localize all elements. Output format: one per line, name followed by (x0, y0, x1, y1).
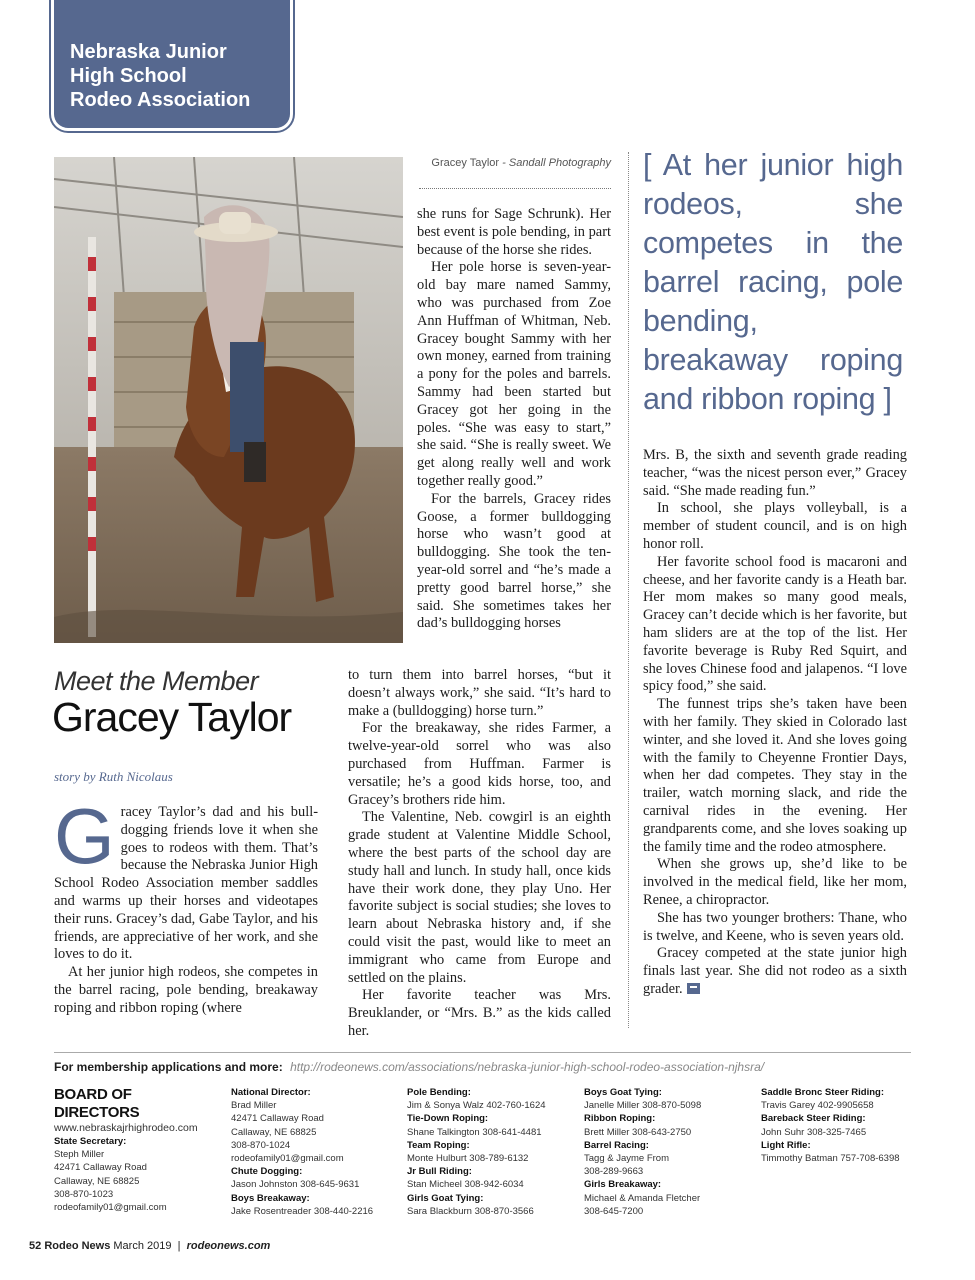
board-line: Jim & Sonya Walz 402-760-1624 (407, 1100, 546, 1112)
article-paragraph: When she grows up, she’d like to be involved in the medical field, like her mom, Renee, a chiropractor. (643, 856, 907, 908)
board-line: Monte Hulburt 308-789-6132 (407, 1153, 529, 1165)
board-line: Jake Rosentreader 308-440-2216 (231, 1205, 374, 1217)
article-column-2-continued (348, 667, 611, 1041)
pull-quote: [ At her junior high rodeos, she competes in the barrel racing, pole bending, breakaway roping and ribbon roping ] (643, 148, 903, 416)
board-line: Jason Johnston 308-645-9631 (231, 1179, 360, 1191)
article-column-1 (54, 792, 318, 1018)
board-role: Chute Dogging: (231, 1166, 303, 1178)
board-line: Michael & Amanda Fletcher (584, 1192, 701, 1204)
page-number: 52 (29, 1240, 42, 1252)
board-line: Callaway, NE 68825 (231, 1126, 317, 1138)
board-secretary-title: State Secretary: (54, 1136, 127, 1147)
article-paragraph: Her favorite school food is macaroni and cheese, and her favorite candy is a Heath bar. Her mom makes so many good meals, Gracey can’t decide which is her favorite, but ham sliders are at the top of the list. Her favorite beverage is Ruby Red Squirt, and she loves Chinese food and jalapenos. “I love spicy food,” she said. (643, 553, 907, 695)
board-column-2 (231, 1086, 401, 1218)
folio-separator: | (174, 1240, 184, 1252)
board-role: Saddle Bronc Steer Riding: (761, 1087, 884, 1098)
section-title: Nebraska Junior High School Rodeo Association (70, 41, 251, 111)
board-role: Ribbon Roping: (584, 1113, 656, 1125)
board-line: 42471 Callaway Road (54, 1162, 147, 1174)
membership-line (54, 1060, 764, 1074)
article-paragraph: For the breakaway, she rides Farmer, a twelve-year-old sorrel who was also purchased from Huffman. Farmer is versatile; he’s a good kids horse, too, and Gracey’s brothers ride him. (348, 720, 611, 808)
article-column-3 (643, 447, 907, 999)
article-paragraph: Her favorite teacher was Mrs. Breuklander, or “Mrs. B.” as the kids called her. (348, 987, 611, 1039)
footer-divider (54, 1052, 911, 1053)
board-role: Boys Breakaway: (231, 1192, 310, 1204)
board-line: Tagg & Jayme From (584, 1153, 669, 1165)
board-column-4 (584, 1086, 754, 1218)
issue-date: March 2019 (113, 1240, 172, 1252)
board-line: rodeofamily01@gmail.com (54, 1202, 167, 1214)
drop-cap: G (54, 792, 115, 880)
article-paragraph: In school, she plays volleyball, is a member of student council, and is on high honor roll. (643, 500, 907, 552)
board-line: 42471 Callaway Road (231, 1113, 324, 1125)
board-role: Pole Bending: (407, 1087, 471, 1098)
article-column-2 (417, 206, 611, 633)
credit-divider (419, 188, 611, 189)
membership-label: For membership applications and more: (54, 1060, 283, 1074)
board-role: Jr Bull Riding: (407, 1166, 472, 1178)
board-role: Tie-Down Roping: (407, 1113, 489, 1125)
article-paragraph: The funnest trips she’s taken have been with her family. They skied in Colorado last winter, and she loved it. And she loves going with the family to Cheyenne Frontier Days, when her dad competes. They stay in the trailer, watch morning slack, and ride the carnival rides in the evening. Her grandparents come, and she loves soaking up the family time and the rodeo atmosphere. (643, 696, 907, 855)
board-line: 308-870-1023 (54, 1188, 114, 1200)
board-column-3 (407, 1086, 577, 1218)
board-line: Travis Garey 402-9905658 (761, 1100, 874, 1112)
board-line: 308-870-1024 (231, 1139, 291, 1151)
photo-credit (419, 157, 611, 169)
column-divider (628, 152, 629, 1028)
article-paragraph: she runs for Sage Schrunk). Her best event is pole bending, in part because of the horse she rides. (417, 206, 611, 258)
board-line: Brad Miller (231, 1100, 277, 1112)
site-link[interactable]: rodeonews.com (186, 1240, 271, 1252)
article-paragraph: The Valentine, Neb. cowgirl is an eighth grade student at Valentine Middle School, where the best parts of the school day are study hall and lunch. In study hall, once kids have their work done, they play Uno. Her favorite subject is social studies; she loves to learn about Nebraska history and, if she could visit the past, would like to meet an immigrant who came from Europe and settled on the plains. (348, 809, 611, 986)
board-role: Bareback Steer Riding: (761, 1113, 866, 1125)
board-line: 308-289-9663 (584, 1166, 644, 1178)
end-mark-icon (687, 983, 700, 994)
board-line: Sara Blackburn 308-870-3566 (407, 1205, 534, 1217)
article-paragraph: to turn them into barrel horses, “but it doesn’t always work,” she said. “It’s hard to make a (bulldogging) horse turn.” (348, 667, 611, 719)
board-role: Girls Goat Tying: (407, 1192, 484, 1204)
board-line: Timmothy Batman 757-708-6398 (761, 1153, 900, 1165)
membership-link[interactable]: http://rodeonews.com/associations/nebraska-junior-high-school-rodeo-association-njhsra/ (290, 1060, 765, 1074)
rodeo-photo (54, 157, 403, 643)
board-line: Janelle Miller 308-870-5098 (584, 1100, 702, 1112)
board-line: Callaway, NE 68825 (54, 1175, 140, 1187)
board-line: Shane Talkington 308-641-4481 (407, 1126, 542, 1138)
article-kicker: Meet the Member (54, 666, 259, 696)
article-byline: story by Ruth Nicolaus (54, 769, 173, 784)
board-role: Boys Goat Tying: (584, 1087, 662, 1098)
article-paragraph: At her junior high rodeos, she competes in the barrel racing, pole bending, breakaway roping and ribbon roping (where (54, 964, 318, 1016)
board-line: Brett Miller 308-643-2750 (584, 1126, 692, 1138)
board-line: Stan Micheel 308-942-6034 (407, 1179, 524, 1191)
article-paragraph: Gracey competed at the state junior high finals last year. She did not rodeo as a sixth grader. (643, 945, 907, 997)
page-folio (29, 1240, 270, 1252)
board-role: Barrel Racing: (584, 1139, 649, 1151)
section-tab (54, 0, 290, 128)
board-role: Girls Breakaway: (584, 1179, 662, 1191)
board-heading: BOARD OF DIRECTORS (54, 1086, 140, 1121)
board-line: John Suhr 308-325-7465 (761, 1126, 867, 1138)
credit-name: Gracey Taylor (431, 157, 500, 169)
board-column-1 (54, 1086, 219, 1214)
credit-source: - Sandall Photography (502, 157, 611, 169)
board-line: 308-645-7200 (584, 1205, 644, 1217)
article-paragraph: Her pole horse is seven-year-old bay mare named Sammy, who was purchased from Zoe Ann Huffman of Whitman, Neb. Gracey bought Sammy with her own money, earned from training a pony for the poles and barrels. Sammy had been started but Gracey got her going in the poles. “She was easy to start,” she said. “She is really sweet. We get along really well and work together really good.” (417, 259, 611, 489)
board-website[interactable]: www.nebraskajrhighrodeo.com (54, 1122, 198, 1134)
article-paragraph: Gracey Taylor’s dad and his bull-dogging friends love it when she goes to rodeos with them. That’s because the Nebraska Junior High School Rodeo Association member saddles and warms up their horses and videotapes their runs. Gracey’s dad, Gabe Taylor, and his friends, are appreciative of her work, and she loves to do it. (54, 792, 318, 963)
board-role: Team Roping: (407, 1139, 470, 1151)
article-paragraph: Mrs. B, the sixth and seventh grade reading teacher, “was the nicest person ever,” Gracey said. “She made reading fun.” (643, 447, 907, 499)
board-column-5 (761, 1086, 931, 1165)
article-paragraph: She has two younger brothers: Thane, who is twelve, and Keene, who is seven years old. (643, 909, 907, 944)
board-line: Steph Miller (54, 1149, 105, 1161)
magazine-name: Rodeo News (44, 1240, 111, 1252)
board-role: National Director: (231, 1087, 311, 1098)
article-headline: Gracey Taylor (52, 694, 292, 740)
board-role: Light Rifle: (761, 1139, 811, 1151)
article-paragraph: For the barrels, Gracey rides Goose, a former bulldogging horse who wasn’t good at bulldogging. She took the ten-year-old sorrel and “he’s made a pretty good barrel horse,” she said. She sometimes takes her dad’s bulldogging horses (417, 490, 611, 632)
board-line: rodeofamily01@gmail.com (231, 1153, 344, 1165)
